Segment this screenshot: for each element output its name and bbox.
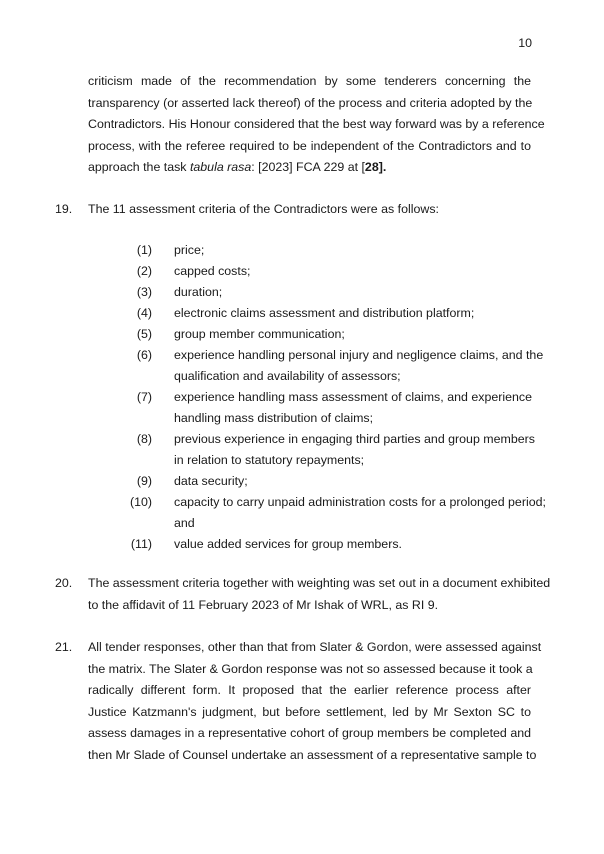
item-text: previous experience in engaging third parties and group members xyxy=(174,432,535,446)
paragraph-line: All tender responses, other than that from Slater & Gordon, were assessed against xyxy=(88,640,542,654)
item-number: (1) xyxy=(136,243,152,257)
list-item xyxy=(120,303,532,324)
item-number: (5) xyxy=(136,327,152,341)
item-text: data security; xyxy=(174,474,248,488)
paragraph-line: process, with the referee required to be independent of the Contradictors and to xyxy=(88,138,531,153)
list-item xyxy=(120,534,532,555)
paragraph-line: criticism made of the recommendation by some tenderers concerning the xyxy=(88,74,531,88)
page-number: 10 xyxy=(518,36,532,50)
item-number: (8) xyxy=(136,432,152,446)
paragraph-continued xyxy=(88,71,545,179)
paragraph-line: the matrix. The Slater & Gordon response was not so assessed because it took a xyxy=(88,661,533,676)
paragraph-line: Contradictors. His Honour considered that the best way forward was by a reference xyxy=(88,117,545,132)
item-number: (2) xyxy=(136,264,152,278)
list-item xyxy=(120,324,532,345)
paragraph-line: then Mr Slade of Counsel undertake an assessment of a representative sample to xyxy=(88,747,537,762)
item-number: (10) xyxy=(129,495,152,509)
item-text: in relation to statutory repayments; xyxy=(174,453,365,467)
item-text: capacity to carry unpaid administration costs for a prolonged period; xyxy=(174,495,546,509)
paragraph-line: transparency (or asserted lack thereof) of the process and criteria adopted by the xyxy=(88,95,533,110)
paragraph-21 xyxy=(55,637,542,767)
paragraph-line: Justice Katzmann's judgment, but before settlement, led by Mr Sexton SC to xyxy=(88,704,531,719)
list-item xyxy=(120,282,532,303)
paragraph-number: 20. xyxy=(55,576,73,590)
item-text: group member communication; xyxy=(174,327,345,341)
paragraph-line: assess damages in a representative cohort of group members be completed and xyxy=(88,726,531,741)
item-text: capped costs; xyxy=(174,264,251,278)
item-text: experience handling personal injury and negligence claims, and the xyxy=(174,348,544,362)
paragraph-number: 19. xyxy=(55,202,73,216)
list-item xyxy=(120,387,532,429)
paragraph-20 xyxy=(55,573,551,616)
text-run: approach the task xyxy=(88,160,190,175)
bold-text: 28 xyxy=(364,160,379,175)
paragraph-line: radically different form. It proposed that the earlier reference process after xyxy=(88,683,531,698)
item-number: (3) xyxy=(136,285,152,299)
list-item xyxy=(120,261,532,282)
paragraph-line: The assessment criteria together with weighting was set out in a document exhibited xyxy=(88,576,551,590)
item-text: and xyxy=(174,516,195,530)
text-run: : [2023] FCA 229 at [ xyxy=(251,160,365,175)
list-item xyxy=(120,429,535,471)
list-item xyxy=(120,240,532,261)
italic-text: tabula rasa xyxy=(189,160,252,175)
paragraph-line: The 11 assessment criteria of the Contradictors were as follows: xyxy=(88,202,439,216)
item-text: value added services for group members. xyxy=(174,537,402,551)
item-text: handling mass distribution of claims; xyxy=(174,411,374,425)
paragraph-19 xyxy=(55,199,531,221)
paragraph-number: 21. xyxy=(55,640,73,654)
item-number: (6) xyxy=(136,348,152,362)
text-run: ]. xyxy=(378,160,387,175)
item-text: electronic claims assessment and distribution platform; xyxy=(174,306,475,320)
paragraph-line: to the affidavit of 11 February 2023 of Mr Ishak of WRL, as RI 9. xyxy=(88,597,439,612)
list-item xyxy=(120,492,546,534)
paragraph-line xyxy=(88,157,531,179)
item-number: (9) xyxy=(136,474,152,488)
item-number: (4) xyxy=(136,306,152,320)
item-text: duration; xyxy=(174,285,223,299)
item-text: experience handling mass assessment of claims, and experience xyxy=(174,390,532,404)
item-number: (7) xyxy=(136,390,152,404)
criteria-list xyxy=(120,240,546,555)
list-item xyxy=(120,345,544,387)
list-item xyxy=(120,471,532,492)
item-text: qualification and availability of assessors; xyxy=(174,369,401,383)
item-text: price; xyxy=(174,243,205,257)
item-number: (11) xyxy=(130,537,152,551)
